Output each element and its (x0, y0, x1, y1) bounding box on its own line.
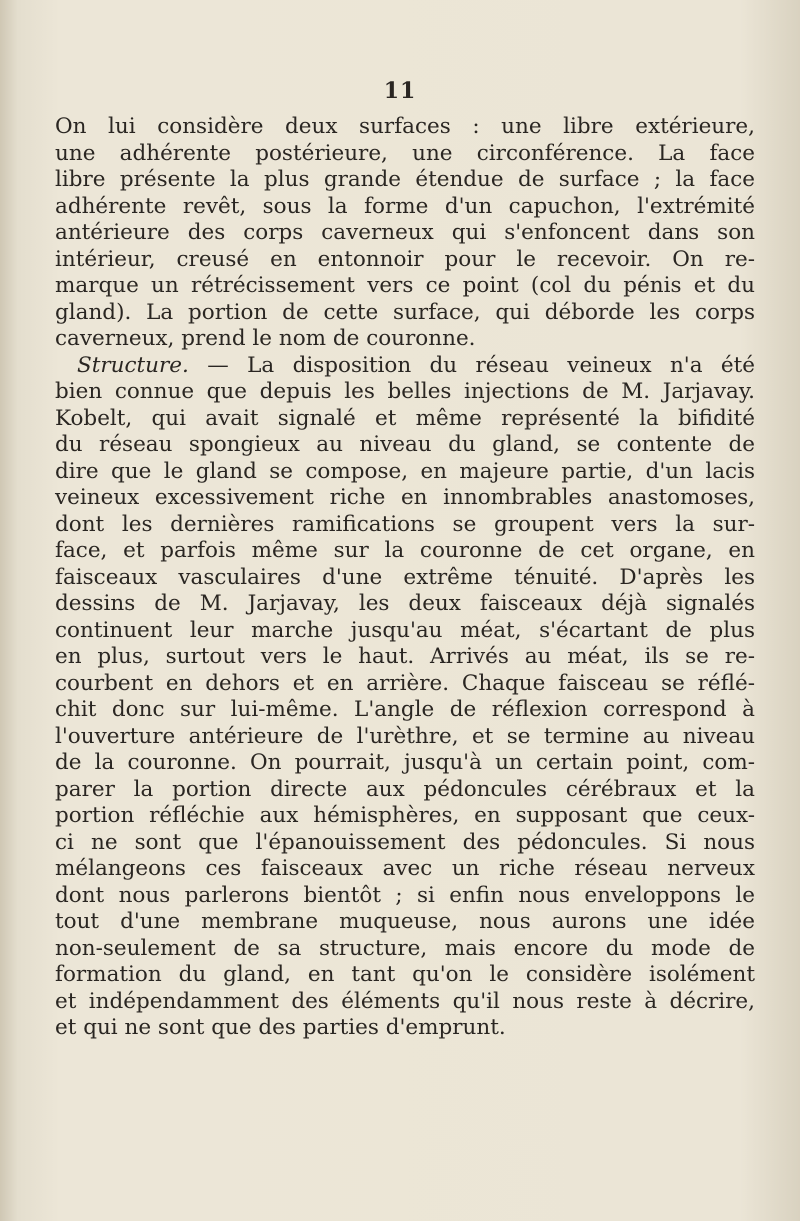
text-line: On lui considère deux surfaces : une libre extérieure, (55, 114, 755, 139)
text-line: dont nous parlerons bientôt ; si enfin nous enveloppons le (55, 882, 755, 908)
structure-first-line-text: — La disposition du réseau veineux n'a été (188, 352, 755, 378)
text-line: dire que le gland se compose, en majeure partie, d'un lacis (55, 458, 755, 484)
structure-paragraph-first-line (55, 353, 755, 380)
text-line: faisceaux vasculaires d'une extrême ténuité. D'après les (55, 564, 755, 590)
text-line: non-seulement de sa structure, mais encore du mode de (55, 935, 755, 961)
text-line: marque un rétrécissement vers ce point (col du pénis et du (55, 273, 755, 298)
text-line: face, et parfois même sur la couronne de cet organe, en (55, 538, 755, 563)
text-line: en plus, surtout vers le haut. Arrivés au méat, ils se re- (55, 644, 755, 669)
text-line: dont les dernières ramifications se groupent vers la sur- (55, 511, 755, 537)
text-line: bien connue que depuis les belles injections de M. Jarjavay. (55, 379, 755, 404)
text-line: intérieur, creusé en entonnoir pour le recevoir. On re- (55, 246, 755, 272)
text-line: l'ouverture antérieure de l'urèthre, et se termine au niveau (55, 723, 755, 749)
text-line: gland). La portion de cette surface, qui déborde les corps (55, 299, 755, 325)
text-line: formation du gland, en tant qu'on le considère isolément (55, 962, 755, 987)
text-line: ci ne sont que l'épanouissement des pédoncules. Si nous (55, 829, 755, 855)
text-line: tout d'une membrane muqueuse, nous aurons une idée (55, 909, 755, 934)
text-line: caverneux, prend le nom de couronne. (55, 326, 476, 351)
text-line: de la couronne. On pourrait, jusqu'à un certain point, com- (55, 750, 755, 775)
text-line: Kobelt, qui avait signalé et même représenté la bifidité (55, 405, 755, 431)
text-line: dessins de M. Jarjavay, les deux faisceaux déjà signalés (55, 591, 755, 616)
text-line: et indépendamment des éléments qu'il nous reste à décrire, (55, 988, 755, 1014)
page-number: 11 (383, 78, 417, 104)
body-text (55, 114, 755, 1042)
text-line: parer la portion directe aux pédoncules cérébraux et la (55, 776, 755, 802)
text-line: mélangeons ces faisceaux avec un riche réseau nerveux (55, 856, 755, 881)
text-line: portion réfléchie aux hémisphères, en supposant que ceux- (55, 803, 755, 828)
text-line: une adhérente postérieure, une circonférence. La face (55, 140, 755, 166)
text-line: et qui ne sont que des parties d'emprunt. (55, 1015, 506, 1040)
structure-heading: Structure. (77, 352, 189, 378)
text-line: adhérente revêt, sous la forme d'un capuchon, l'extrémité (55, 193, 755, 219)
text-line: antérieure des corps caverneux qui s'enfoncent dans son (55, 220, 755, 245)
text-line: courbent en dehors et en arrière. Chaque faisceau se réflé- (55, 670, 755, 696)
text-line: du réseau spongieux au niveau du gland, se contente de (55, 432, 755, 457)
text-line: veineux excessivement riche en innombrables anastomoses, (55, 485, 755, 510)
text-line: chit donc sur lui-même. L'angle de réflexion correspond à (55, 697, 755, 722)
text-line: libre présente la plus grande étendue de surface ; la face (55, 167, 755, 192)
text-line: continuent leur marche jusqu'au méat, s'écartant de plus (55, 617, 755, 643)
